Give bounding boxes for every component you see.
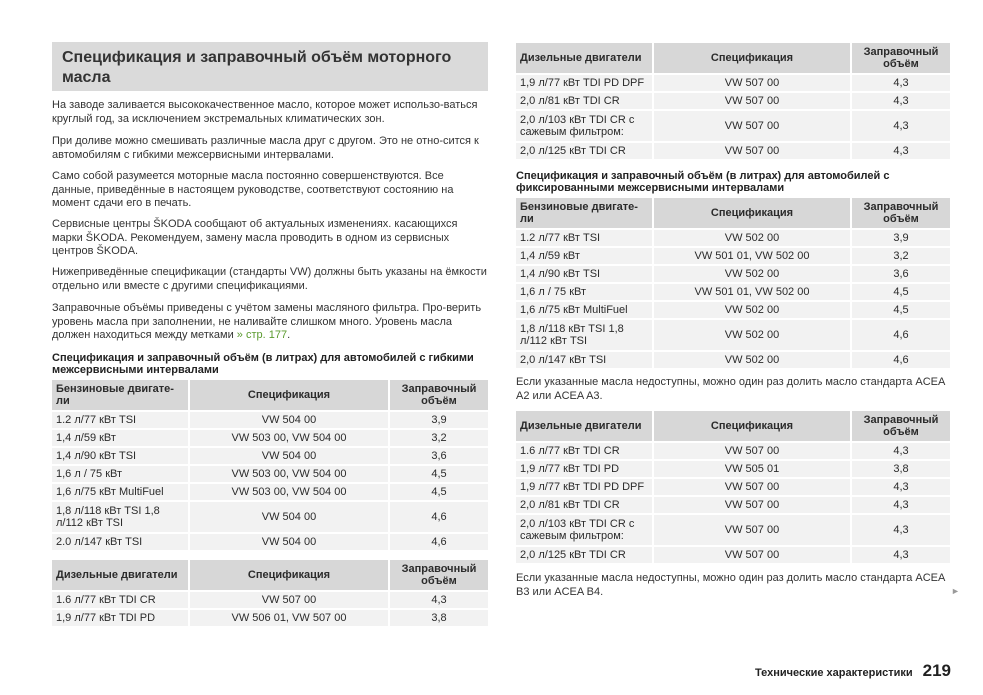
volume-cell: 4,5: [389, 483, 488, 501]
engine-cell: 1.6 л/77 кВт TDI CR: [52, 591, 189, 609]
spec-cell: VW 503 00, VW 504 00: [189, 429, 389, 447]
engine-cell: 1,4 л/90 кВт TSI: [52, 447, 189, 465]
volume-cell: 3,2: [851, 247, 950, 265]
engine-cell: 2.0 л/147 кВт TSI: [52, 533, 189, 550]
engine-cell: 1,4 л/59 кВт: [52, 429, 189, 447]
engine-cell: 1,9 л/77 кВт TDI PD DPF: [516, 478, 653, 496]
table-row: [52, 411, 488, 429]
paragraph-mixing: При доливе можно смешивать различные масла друг с другом. Это не отно-сится к автомобилям с гибкими межсервисными интервалами.: [52, 135, 479, 161]
diesel-substitute-note: Если указанные масла недоступны, можно один раз долить масло стандарта ACEA B3 или ACEA B4.: [516, 572, 945, 598]
table-row: [52, 501, 488, 533]
spec-cell: VW 507 00: [653, 546, 851, 563]
engine-cell: 2,0 л/103 кВт TDI CR с сажевым фильтром:: [516, 110, 653, 142]
next-page-arrow-icon: ►: [951, 586, 960, 596]
spec-cell: VW 502 00: [653, 229, 851, 247]
engine-cell: 1,6 л / 75 кВт: [52, 465, 189, 483]
volume-cell: 4,5: [389, 465, 488, 483]
specification-header: Спецификация: [653, 411, 851, 443]
engine-cell: 1,6 л/75 кВт MultiFuel: [52, 483, 189, 501]
engine-cell: 1,4 л/59 кВт: [516, 247, 653, 265]
table-row: [52, 483, 488, 501]
spec-cell: VW 506 01, VW 507 00: [189, 609, 389, 626]
paragraph-improvement: Само собой разумеется моторные масла постоянно совершенствуются. Все данные, приведённые в настоящем руководстве, соответствуют состоянию на момент сдачи его в печать.: [52, 170, 454, 210]
volume-cell: 4,3: [851, 514, 950, 546]
engine-cell: 1,9 л/77 кВт TDI PD: [516, 460, 653, 478]
spec-cell: VW 507 00: [653, 514, 851, 546]
fixed-diesel-table: [516, 410, 950, 563]
table-row: [52, 447, 488, 465]
page-number: 219: [922, 661, 951, 680]
spec-cell: VW 507 00: [653, 74, 851, 92]
table-row: [516, 265, 950, 283]
volume-cell: 3,8: [389, 609, 488, 626]
paragraph-service-centers: Сервисные центры ŠKODA сообщают об актуальных изменениях. касающихся марки ŠKODA. Рекомендуем, замену масла проводить в одном из сервисных центров ŠKODA.: [52, 218, 458, 258]
engine-cell: 1,4 л/90 кВт TSI: [516, 265, 653, 283]
spec-cell: VW 507 00: [653, 92, 851, 110]
engine-cell: 1,9 л/77 кВт TDI PD DPF: [516, 74, 653, 92]
diesel-engines-header: Дизельные двигатели: [52, 560, 189, 592]
engine-cell: 1,6 л / 75 кВт: [516, 283, 653, 301]
fill-volume-header: Заправочный объём: [851, 43, 950, 75]
petrol-substitute-note: Если указанные масла недоступны, можно один раз долить масло стандарта ACEA A2 или ACEA A3.: [516, 376, 945, 402]
table-row: [516, 74, 950, 92]
engine-cell: 2,0 л/103 кВт TDI CR с сажевым фильтром:: [516, 514, 653, 546]
table-row: [52, 609, 488, 626]
volume-cell: 3,6: [851, 265, 950, 283]
engine-cell: 1.2 л/77 кВт TSI: [516, 229, 653, 247]
table-row: [516, 110, 950, 142]
fill-volume-header: Заправочный объём: [851, 198, 950, 230]
table-row: [516, 546, 950, 563]
volume-cell: 4,3: [851, 110, 950, 142]
spec-cell: VW 501 01, VW 502 00: [653, 283, 851, 301]
volume-cell: 4,3: [851, 546, 950, 563]
engine-cell: 2,0 л/147 кВт TSI: [516, 351, 653, 368]
volume-cell: 4,6: [851, 319, 950, 351]
table-row: [516, 229, 950, 247]
engine-cell: 1,8 л/118 кВт TSI 1,8 л/112 кВт TSI: [52, 501, 189, 533]
flex-petrol-table: [52, 379, 488, 550]
spec-cell: VW 502 00: [653, 265, 851, 283]
page-footer: [755, 661, 951, 681]
engine-cell: 1,8 л/118 кВт TSI 1,8 л/112 кВт TSI: [516, 319, 653, 351]
footer-chapter-title: Технические характеристики: [754, 667, 913, 679]
fill-volumes-end: .: [287, 329, 291, 342]
volume-cell: 4,3: [851, 92, 950, 110]
specification-header: Спецификация: [653, 198, 851, 230]
engine-cell: 1,6 л/75 кВт MultiFuel: [516, 301, 653, 319]
spec-cell: VW 502 00: [653, 301, 851, 319]
engine-cell: 2,0 л/81 кВт TDI CR: [516, 92, 653, 110]
spec-cell: VW 507 00: [653, 442, 851, 460]
diesel-engines-header: Дизельные двигатели: [516, 43, 653, 75]
table-row: [516, 351, 950, 368]
table-row: [52, 533, 488, 550]
spec-cell: VW 503 00, VW 504 00: [189, 465, 389, 483]
petrol-engines-header: Бензиновые двигате-ли: [516, 198, 653, 230]
engine-cell: 1.6 л/77 кВт TDI CR: [516, 442, 653, 460]
table-row: [52, 465, 488, 483]
table-row: [516, 283, 950, 301]
fill-volumes-text: Заправочные объёмы приведены с учётом замены масляного фильтра. Про-верить уровень масла при заполнении, не наливайте слишком много. Уровень масла должен находиться между метками: [52, 302, 482, 342]
spec-cell: VW 504 00: [189, 533, 389, 550]
table-row: [516, 247, 950, 265]
volume-cell: 3,9: [389, 411, 488, 429]
volume-cell: 4,3: [851, 478, 950, 496]
paragraph-fill-volumes: [52, 302, 488, 343]
spec-cell: VW 504 00: [189, 501, 389, 533]
table-row: [516, 319, 950, 351]
fill-volume-header: Заправочный объём: [389, 380, 488, 412]
petrol-engines-header: Бензиновые двигате-ли: [52, 380, 189, 412]
spec-cell: VW 507 00: [653, 496, 851, 514]
spec-cell: VW 504 00: [189, 411, 389, 429]
engine-cell: 2,0 л/125 кВт TDI CR: [516, 142, 653, 159]
volume-cell: 3,6: [389, 447, 488, 465]
table-row: [52, 429, 488, 447]
table-row: [516, 496, 950, 514]
spec-cell: VW 501 01, VW 502 00: [653, 247, 851, 265]
volume-cell: 3,9: [851, 229, 950, 247]
volume-cell: 4,6: [851, 351, 950, 368]
engine-cell: 2,0 л/125 кВт TDI CR: [516, 546, 653, 563]
engine-cell: 1.2 л/77 кВт TSI: [52, 411, 189, 429]
section-title: Спецификация и заправочный объём моторного масла: [52, 42, 488, 91]
table-row: [516, 301, 950, 319]
volume-cell: 4,3: [851, 496, 950, 514]
specification-header: Спецификация: [653, 43, 851, 75]
volume-cell: 4,3: [851, 442, 950, 460]
volume-cell: 3,2: [389, 429, 488, 447]
engine-cell: 2,0 л/81 кВт TDI CR: [516, 496, 653, 514]
flexible-interval-caption: Спецификация и заправочный объём (в литрах) для автомобилей с гибкими межсервисными интервалами: [52, 352, 474, 376]
diesel-engines-header: Дизельные двигатели: [516, 411, 653, 443]
table-row: [516, 460, 950, 478]
table-row: [516, 142, 950, 159]
volume-cell: 4,5: [851, 301, 950, 319]
flex-diesel-continued-table: [516, 42, 950, 159]
spec-cell: VW 507 00: [189, 591, 389, 609]
table-row: [516, 478, 950, 496]
volume-cell: 4,3: [851, 74, 950, 92]
page-reference-link[interactable]: » стр. 177: [236, 329, 288, 342]
table-row: [52, 591, 488, 609]
table-row: [516, 442, 950, 460]
table-row: [516, 514, 950, 546]
flex-diesel-table: [52, 559, 488, 626]
volume-cell: 4,5: [851, 283, 950, 301]
volume-cell: 4,3: [851, 142, 950, 159]
paragraph-specifications: Нижеприведённые спецификации (стандарты VW) должны быть указаны на ёмкости отдельно или вместе с другими спецификациями.: [52, 266, 487, 292]
spec-cell: VW 507 00: [653, 110, 851, 142]
volume-cell: 4,6: [389, 501, 488, 533]
spec-cell: VW 507 00: [653, 142, 851, 159]
spec-cell: VW 502 00: [653, 319, 851, 351]
paragraph-factory-oil: На заводе заливается высококачественное масло, которое может использо-ваться круглый год, за исключением экстремальных климатических зон.: [52, 99, 478, 125]
spec-cell: VW 503 00, VW 504 00: [189, 483, 389, 501]
spec-cell: VW 507 00: [653, 478, 851, 496]
volume-cell: 4,6: [389, 533, 488, 550]
fill-volume-header: Заправочный объём: [389, 560, 488, 592]
specification-header: Спецификация: [189, 560, 389, 592]
engine-cell: 1,9 л/77 кВт TDI PD: [52, 609, 189, 626]
spec-cell: VW 502 00: [653, 351, 851, 368]
volume-cell: 4,3: [389, 591, 488, 609]
fixed-interval-caption: Спецификация и заправочный объём (в литрах) для автомобилей с фиксированными межсервисными интервалами: [516, 170, 890, 194]
volume-cell: 3,8: [851, 460, 950, 478]
table-row: [516, 92, 950, 110]
fill-volume-header: Заправочный объём: [851, 411, 950, 443]
spec-cell: VW 505 01: [653, 460, 851, 478]
specification-header: Спецификация: [189, 380, 389, 412]
spec-cell: VW 504 00: [189, 447, 389, 465]
fixed-petrol-table: [516, 197, 950, 368]
